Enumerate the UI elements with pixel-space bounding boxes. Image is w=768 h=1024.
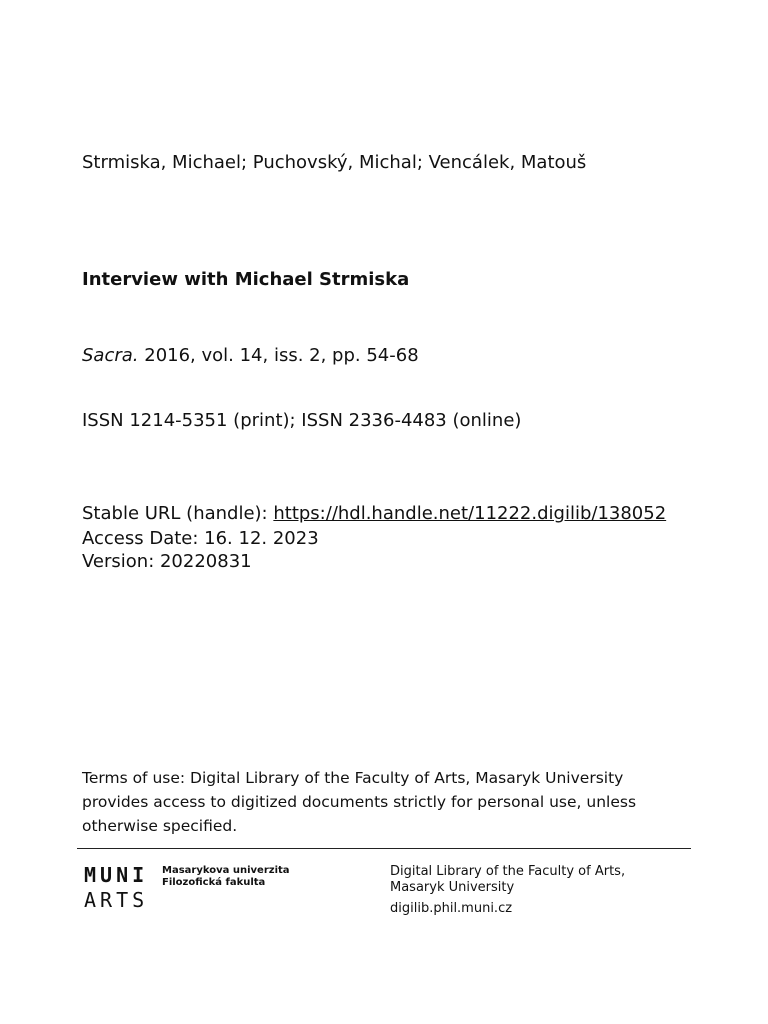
version: Version: 20220831 <box>82 551 252 572</box>
logo-university-text: Masarykova univerzita <box>162 865 290 876</box>
stable-url-label: Stable URL (handle): <box>82 503 274 524</box>
handle-link[interactable]: https://hdl.handle.net/11222.digilib/138052 <box>273 503 667 524</box>
journal-name: Sacra. <box>82 345 139 366</box>
library-info <box>390 864 625 917</box>
citation-details: 2016, vol. 14, iss. 2, pp. 54-68 <box>138 345 419 366</box>
document-title: Interview with Michael Strmiska <box>82 269 410 290</box>
access-date: Access Date: 16. 12. 2023 <box>82 528 319 549</box>
library-name-line2: Masaryk University <box>390 880 515 895</box>
authors: Strmiska, Michael; Puchovský, Michal; Vencálek, Matouš <box>82 152 587 173</box>
logo-arts-text: ARTS <box>84 888 149 912</box>
logo-muni-text: MUNI <box>84 863 149 887</box>
footer-divider <box>77 848 691 849</box>
library-name-line1: Digital Library of the Faculty of Arts, <box>390 864 626 879</box>
issn: ISSN 1214-5351 (print); ISSN 2336-4483 (online) <box>82 410 522 431</box>
stable-url <box>82 503 666 525</box>
library-site: digilib.phil.muni.cz <box>390 901 513 916</box>
terms-of-use: Terms of use: Digital Library of the Faculty of Arts, Masaryk University provides access to digitized documents strictly for personal use, unless otherwise specified. <box>82 769 637 835</box>
citation <box>82 345 419 367</box>
logo-faculty-text: Filozofická fakulta <box>162 877 266 888</box>
muni-arts-logo <box>84 863 290 914</box>
